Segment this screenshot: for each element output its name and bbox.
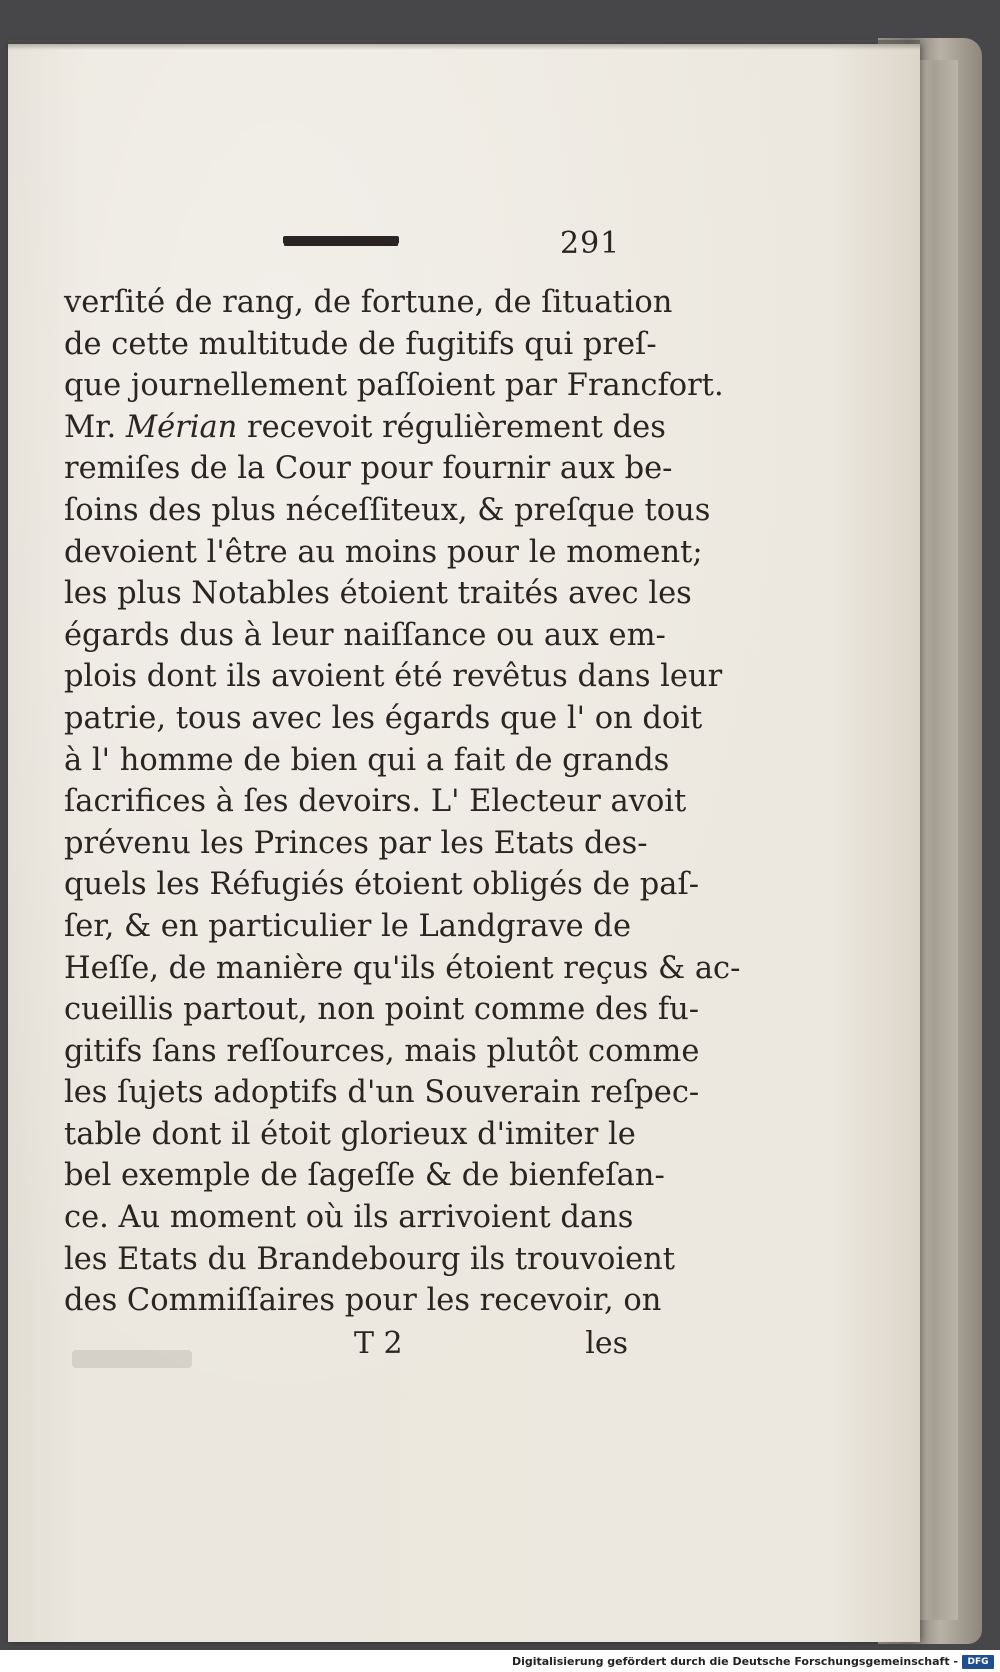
text-line: Heſſe, de manière qu'ils étoient reçus & ac- <box>64 950 741 986</box>
text-line: verſité de rang, de fortune, de ſituation <box>64 285 673 320</box>
catchword: les <box>585 1326 628 1361</box>
text-line: bel exemple de ſageſſe & de bienfeſan- <box>64 1158 665 1194</box>
text-line: gitifs ſans reſſources, mais plutôt comme <box>64 1033 700 1069</box>
text-line: ſer, & en particulier le Landgrave de <box>64 908 631 944</box>
footer-credit: Digitalisierung gefördert durch die Deutsche Forschungsgemeinschaft - <box>511 1655 958 1668</box>
dfg-logo: DFG <box>962 1655 994 1669</box>
text-line: patrie, tous avec les égards que l' on doit <box>64 700 703 736</box>
text-line: devoient l'être au moins pour le moment; <box>64 534 703 570</box>
body-text <box>64 282 741 1322</box>
text-line: ce. Au moment où ils arrivoient dans <box>64 1200 634 1236</box>
text-line: plois dont ils avoient été revêtus dans leur <box>64 659 723 695</box>
page-number: 291 <box>560 226 621 261</box>
text-line: cueillis partout, non point comme des fu- <box>64 992 700 1028</box>
signature-mark: T 2 <box>354 1326 403 1361</box>
text-line: prévenu les Princes par les Etats des- <box>64 825 648 861</box>
text-line: à l' homme de bien qui a fait de grands <box>64 742 670 778</box>
text-line: table dont il étoit glorieux d'imiter le <box>64 1116 636 1152</box>
digitization-footer <box>0 1650 1000 1672</box>
page-footer-line <box>64 1326 628 1368</box>
text-line: ſoins des plus néceſſiteux, & preſque tous <box>64 492 711 528</box>
text-line: de cette multitude de fugitifs qui preſ- <box>64 326 657 362</box>
text-line: les Etats du Brandebourg ils trouvoient <box>64 1241 676 1277</box>
page-shadow <box>8 40 920 50</box>
text-line: des Commiſſaires pour les recevoir, on <box>64 1283 662 1319</box>
text-line: que journellement paſſoient par Francfort. <box>64 368 724 404</box>
text-line: les ſujets adoptifs d'un Souverain reſpec- <box>64 1075 700 1111</box>
text-line: quels les Réfugiés étoient obligés de paſ- <box>64 867 700 903</box>
header-ornament-rule <box>283 236 399 244</box>
text-line: les plus Notables étoient traités avec les <box>64 576 692 612</box>
text-line: Mr. Mérian recevoit régulièrement des <box>64 409 666 445</box>
text-line: égards dus à leur naiſſance ou aux em- <box>64 617 666 653</box>
text-line: ſacrifices à ſes devoirs. L' Electeur avoit <box>64 784 687 820</box>
text-line: remiſes de la Cour pour fournir aux be- <box>64 451 673 487</box>
